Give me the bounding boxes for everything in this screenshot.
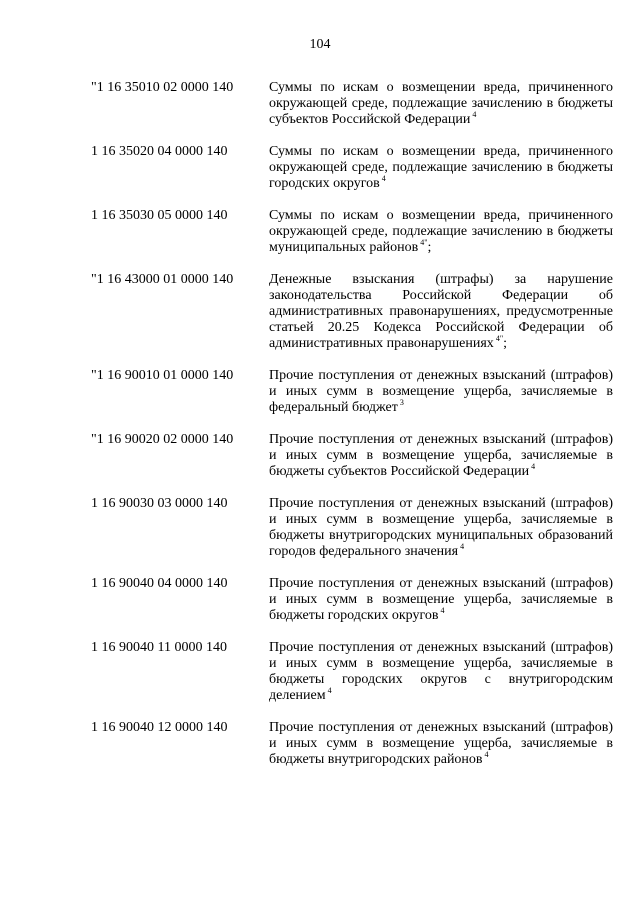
page-number: 104 (309, 37, 331, 52)
budget-code: 1 16 35030 05 0000 140 (91, 208, 228, 223)
footnote-mark: 4" (420, 238, 428, 247)
budget-code: "1 16 90020 02 0000 140 (91, 432, 234, 447)
trailing-punctuation: ; (427, 240, 432, 255)
list-item (0, 576, 640, 624)
description-text: Прочие поступления от денежных взысканий (штрафов) и иных сумм в возмещение ущерба, зачисляемые в бюджеты внутригородских районов (269, 720, 613, 767)
budget-code: 1 16 90040 11 0000 140 (91, 640, 227, 655)
budget-code: 1 16 35020 04 0000 140 (91, 144, 228, 159)
code-description (269, 720, 613, 768)
list-item (0, 208, 640, 256)
footnote-mark: 4 (327, 686, 332, 695)
description-text: Суммы по искам о возмещении вреда, причиненного окружающей среде, подлежащие зачислению в бюджеты муниципальных районов (269, 208, 613, 255)
list-item (0, 432, 640, 480)
list-item (0, 720, 640, 768)
list-item (0, 144, 640, 192)
footnote-mark: 4 (460, 542, 465, 551)
footnote-mark: 4 (472, 110, 477, 119)
description-text: Прочие поступления от денежных взысканий (штрафов) и иных сумм в возмещение ущерба, зачисляемые в бюджеты городских округов (269, 576, 613, 623)
description-text: Прочие поступления от денежных взысканий (штрафов) и иных сумм в возмещение ущерба, зачисляемые в федеральный бюджет (269, 368, 613, 415)
description-text: Прочие поступления от денежных взысканий (штрафов) и иных сумм в возмещение ущерба, зачисляемые в бюджеты внутригородских муниципальных образований городов федерального значения (269, 496, 613, 559)
description-text: Денежные взыскания (штрафы) за нарушение законодательства Российской Федерации об административных правонарушениях, предусмотренные статьей 20.25 Кодекса Российской Федерации об административных правонарушениях (269, 272, 613, 351)
code-description (269, 496, 613, 560)
footnote-mark: 4" (495, 334, 504, 343)
description-text: Прочие поступления от денежных взысканий (штрафов) и иных сумм в возмещение ущерба, зачисляемые в бюджеты городских округов с внутригородским делением (269, 640, 613, 703)
description-text: Прочие поступления от денежных взысканий (штрафов) и иных сумм в возмещение ущерба, зачисляемые в бюджеты субъектов Российской Федерации (269, 432, 613, 479)
code-description (269, 576, 613, 624)
list-item (0, 496, 640, 560)
budget-code-list (0, 80, 640, 784)
description-text: Суммы по искам о возмещении вреда, причиненного окружающей среде, подлежащие зачислению в бюджеты городских округов (269, 144, 613, 191)
budget-code: 1 16 90040 12 0000 140 (91, 720, 228, 735)
code-description (269, 368, 613, 416)
list-item (0, 272, 640, 352)
budget-code: "1 16 90010 01 0000 140 (91, 368, 234, 383)
list-item (0, 640, 640, 704)
budget-code: 1 16 90030 03 0000 140 (91, 496, 228, 511)
footnote-mark: 4 (484, 750, 489, 759)
budget-code: "1 16 35010 02 0000 140 (91, 80, 234, 95)
code-description (269, 208, 613, 256)
code-description (269, 640, 613, 704)
description-text: Суммы по искам о возмещении вреда, причиненного окружающей среде, подлежащие зачислению в бюджеты субъектов Российской Федерации (269, 80, 613, 127)
list-item (0, 80, 640, 128)
budget-code: "1 16 43000 01 0000 140 (91, 272, 234, 287)
list-item (0, 368, 640, 416)
code-description (269, 432, 613, 480)
footnote-mark: 4 (531, 462, 536, 471)
budget-code: 1 16 90040 04 0000 140 (91, 576, 228, 591)
trailing-punctuation: ; (503, 336, 507, 351)
footnote-mark: 4 (381, 174, 386, 183)
footnote-mark: 3 (399, 398, 404, 407)
code-description (269, 272, 613, 352)
code-description (269, 80, 613, 128)
footnote-mark: 4 (440, 606, 445, 615)
code-description (269, 144, 613, 192)
